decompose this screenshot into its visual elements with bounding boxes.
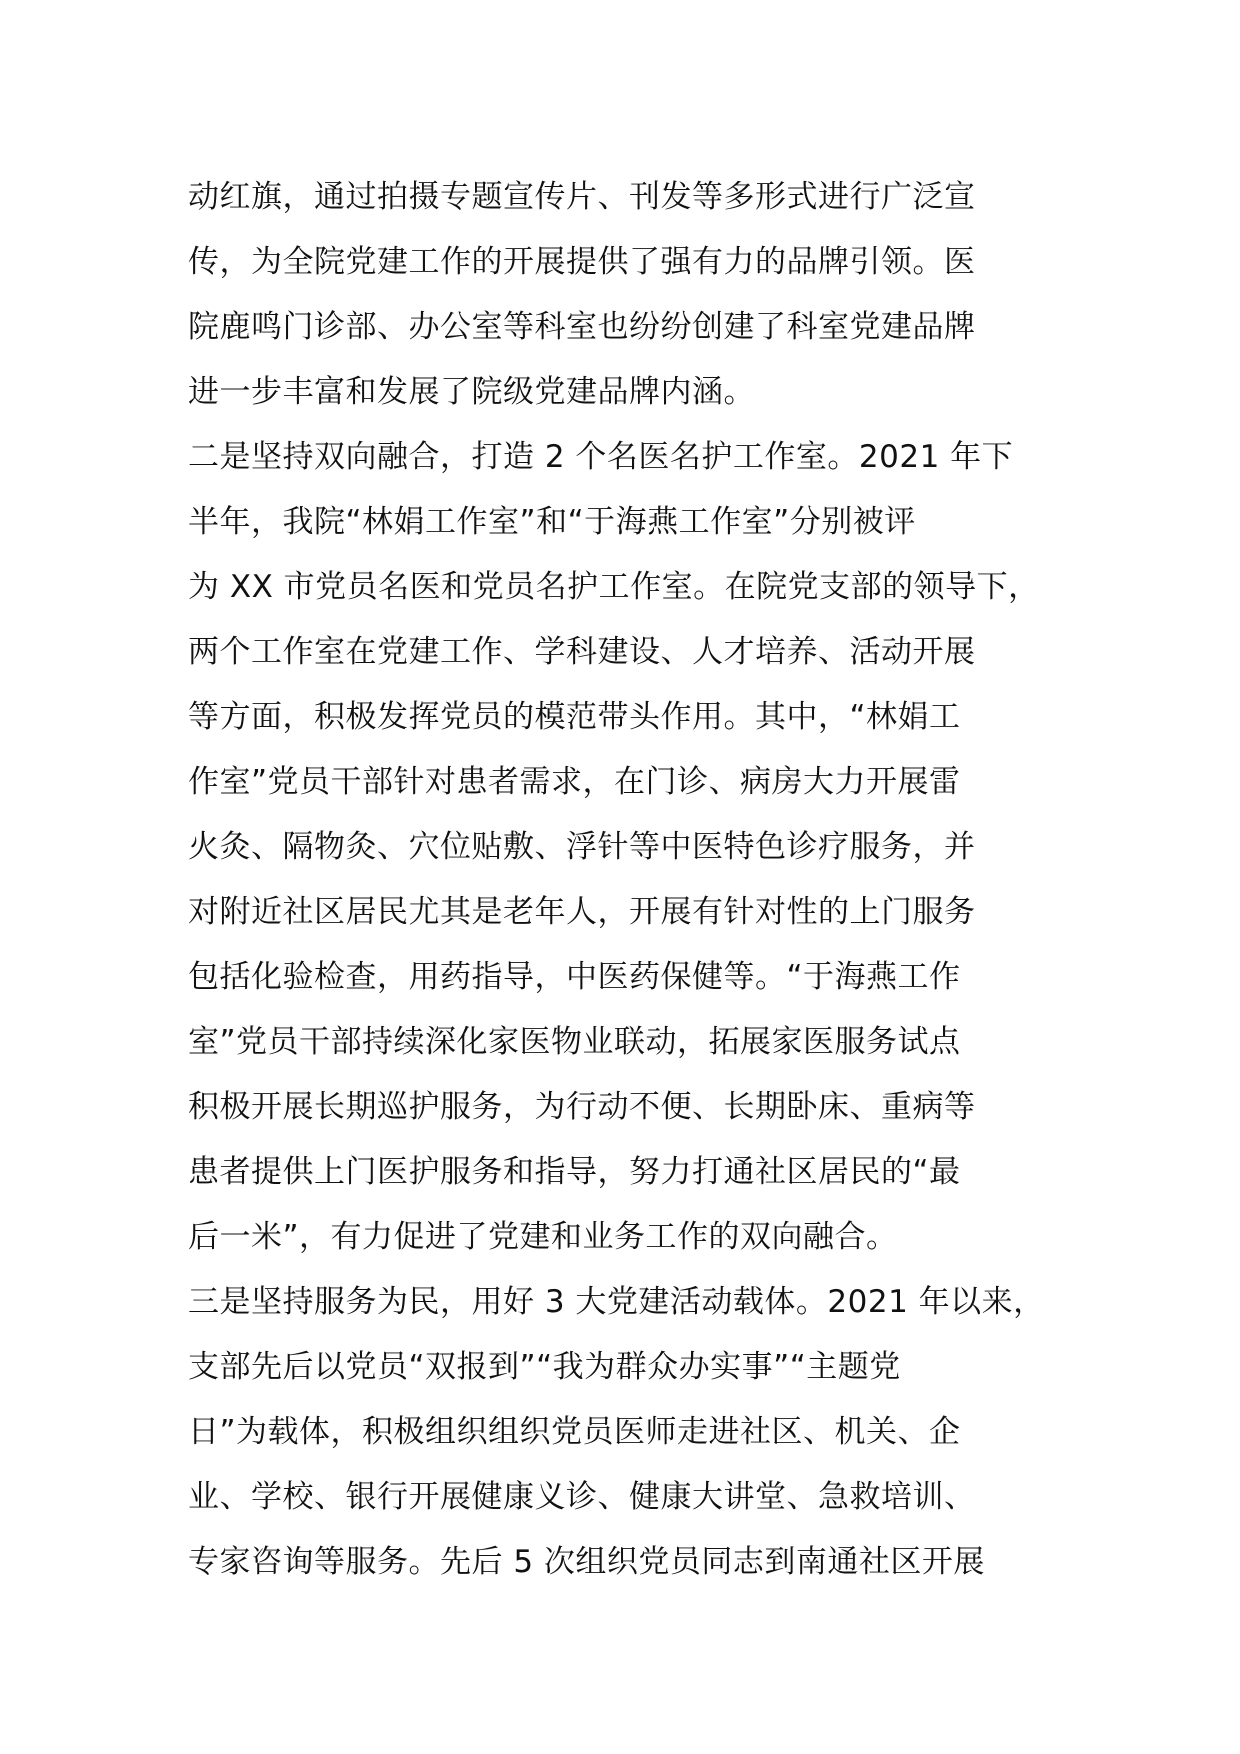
text-line: 室”党员干部持续深化家医物业联动，拓展家医服务试点 — [188, 1024, 961, 1060]
text-line: 日”为载体，积极组织组织党员医师走进社区、机关、企 — [188, 1414, 961, 1450]
text-line: 进一步丰富和发展了院级党建品牌内涵。 — [188, 374, 755, 410]
text-line: 支部先后以党员“双报到”“我为群众办实事”“主题党 — [188, 1349, 901, 1385]
text-line: 半年，我院“林娟工作室”和“于海燕工作室”分别被评 — [188, 504, 916, 540]
text-line: 对附近社区居民尤其是老年人，开展有针对性的上门服务 — [188, 894, 976, 930]
text-line: 后一米”，有力促进了党建和业务工作的双向融合。 — [188, 1219, 898, 1255]
text-line: 传，为全院党建工作的开展提供了强有力的品牌引领。医 — [188, 244, 976, 280]
text-line: 专家咨询等服务。先后 5 次组织党员同志到南通社区开展 — [188, 1544, 985, 1580]
text-line: 二是坚持双向融合，打造 2 个名医名护工作室。2021 年下 — [188, 439, 1014, 475]
body-text — [188, 165, 1088, 1595]
text-line: 两个工作室在党建工作、学科建设、人才培养、活动开展 — [188, 634, 976, 670]
text-line: 为 XX 市党员名医和党员名护工作室。在院党支部的领导下， — [188, 569, 1040, 605]
text-line: 作室”党员干部针对患者需求，在门诊、病房大力开展雷 — [188, 764, 961, 800]
text-line: 火灸、隔物灸、穴位贴敷、浮针等中医特色诊疗服务，并 — [188, 829, 976, 865]
text-line: 患者提供上门医护服务和指导，努力打通社区居民的“最 — [188, 1154, 961, 1190]
text-line: 三是坚持服务为民，用好 3 大党建活动载体。2021 年以来， — [188, 1284, 1045, 1320]
text-line: 院鹿鸣门诊部、办公室等科室也纷纷创建了科室党建品牌 — [188, 309, 976, 345]
text-line: 包括化验检查，用药指导，中医药保健等。“于海燕工作 — [188, 959, 961, 995]
text-line: 业、学校、银行开展健康义诊、健康大讲堂、急救培训、 — [188, 1479, 976, 1515]
text-line: 动红旗，通过拍摄专题宣传片、刊发等多形式进行广泛宣 — [188, 179, 976, 215]
text-line: 等方面，积极发挥党员的模范带头作用。其中，“林娟工 — [188, 699, 961, 735]
text-line: 积极开展长期巡护服务，为行动不便、长期卧床、重病等 — [188, 1089, 976, 1125]
